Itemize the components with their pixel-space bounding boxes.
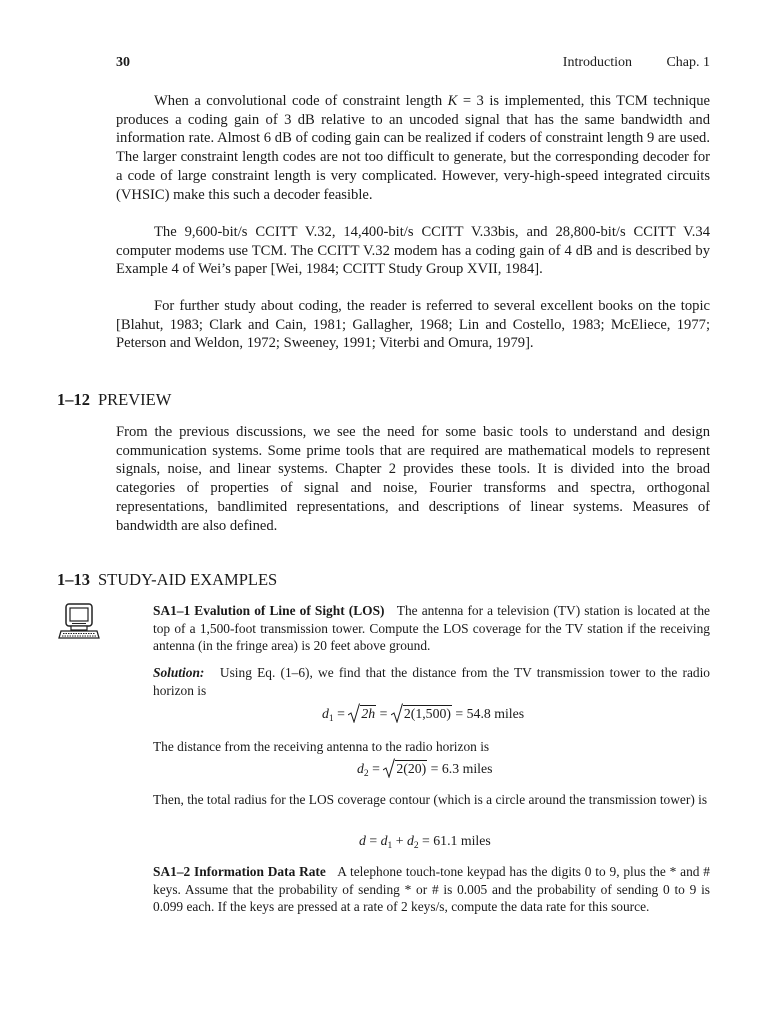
eq-result: = 6.3 miles [427,761,493,776]
example-title: SA1–2 Information Data Rate [153,864,326,879]
eq-sign: = [376,706,391,721]
section-title: STUDY-AID EXAMPLES [98,570,278,589]
example-title: SA1–1 Evalution of Line of Sight (LOS) [153,603,385,618]
eq-sign: = [333,706,349,721]
eq-plus: + [392,833,407,848]
radical-sign [348,703,360,723]
section-heading-preview [57,390,171,410]
example-sa1 [153,602,710,655]
solution-label: Solution: [153,665,205,680]
running-header [116,55,710,73]
sqrt-content: 2(1,500) [403,706,451,721]
sqrt-content: 2h [361,706,376,721]
radical-sign [383,758,395,778]
preview-paragraph: From the previous discussions, we see the need for some basic tools to understand and design communication systems. Some prime tools that are required are mathematical models to represent signals, noise, and linear systems. Chapter 2 provides these tools. It is divided into the broad categories of properties of signal and noise, Fourier transforms and spectra, orthogonal representations, bandlimited representations, and descriptions of linear systems. Measures of bandwidth are also defined. [116,424,710,534]
total-radius-text: Then, the total radius for the LOS coverage contour (which is a circle around the transmission tower) is [153,792,708,807]
sqrt-content: 2(20) [396,761,427,776]
eq-var: d [359,833,366,848]
page-number: 30 [116,55,130,70]
eq-sub: 1 [387,841,393,851]
distance-text: The distance from the receiving antenna to the radio horizon is [153,739,490,754]
paragraph-tcm [116,92,710,204]
equation-d-total [359,833,491,851]
section-heading-study-aid [57,570,277,590]
solution-text: Using Eq. (1–6), we find that the distance from the TV transmission tower to the radio horizon is [153,665,710,698]
eq-var: d [322,706,329,721]
eq-var: d [406,833,414,848]
sqrt-symbol [391,706,452,722]
example-text: The antenna for a television (TV) station is located at the top of a 1,500-foot transmission tower. Compute the LOS coverage for the TV station if the receiving antenna (in the fringe area) is 20 feet above ground. [153,603,710,653]
header-chapter: Chap. 1 [666,55,710,70]
sqrt-symbol [348,706,376,722]
eq-var: d [357,761,364,776]
section-number: 1–12 [57,390,90,409]
sqrt-symbol [383,761,427,777]
section-title: PREVIEW [98,390,172,409]
eq-sub: 1 [328,714,334,724]
section-number: 1–13 [57,570,90,589]
p1-var-k: K [447,93,458,109]
eq-sign: = [365,833,381,848]
p1-text-a: When a convolutional code of constraint length [154,93,448,109]
solution-paragraph [153,664,710,699]
example-text: A telephone touch-tone keypad has the digits 0 to 9, plus the * and # keys. Assume that the probability of sending * or # is 0.005 and the probability of sending 0 to 9 is 0.099 each. If the keys are pressed at a rate of 2 keys/s, compute the data rate for this source. [153,864,710,914]
eq-sub: 2 [413,841,419,851]
computer-icon [58,603,100,641]
example-sa2 [153,863,710,916]
eq-sub: 2 [363,769,369,779]
equation-d2 [357,761,493,779]
eq-result: = 61.1 miles [418,833,491,848]
header-section: Introduction [562,55,632,70]
p1-text-b: = 3 is implemented, this TCM technique produces a coding gain of 3 dB relative to an uncoded signal that has the same bandwidth and information rate. Almost 6 dB of coding gain can be realized if coders of constraint length 9 are used. The larger constraint length codes are not too difficult to generate, but the corresponding decoder for a code of large constraint length is very complicated. However, very-high-speed integrated circuits (VHSIC) make this such a decoder feasible. [116,93,710,203]
equation-d1 [322,706,524,724]
paragraph-modems: The 9,600-bit/s CCITT V.32, 14,400-bit/s CCITT V.33bis, and 28,800-bit/s CCITT V.34 computer modems use TCM. The CCITT V.32 modem has a coding gain of 4 dB and is described by Example 4 of Wei’s paper [Wei, 1984; CCITT Study Group XVII, 1984]. [116,224,710,278]
eq-var: d [380,833,388,848]
eq-result: = 54.8 miles [451,706,525,721]
paragraph-references: For further study about coding, the reader is referred to several excellent books on the topic [Blahut, 1983; Clark and Cain, 1981; Gallagher, 1968; Lin and Costello, 1983; McEliece, 1977; Peterson and Weldon, 1972; Sweeney, 1991; Viterbi and Omura, 1979]. [116,298,710,352]
radical-sign [391,703,403,723]
eq-sign: = [368,761,384,776]
